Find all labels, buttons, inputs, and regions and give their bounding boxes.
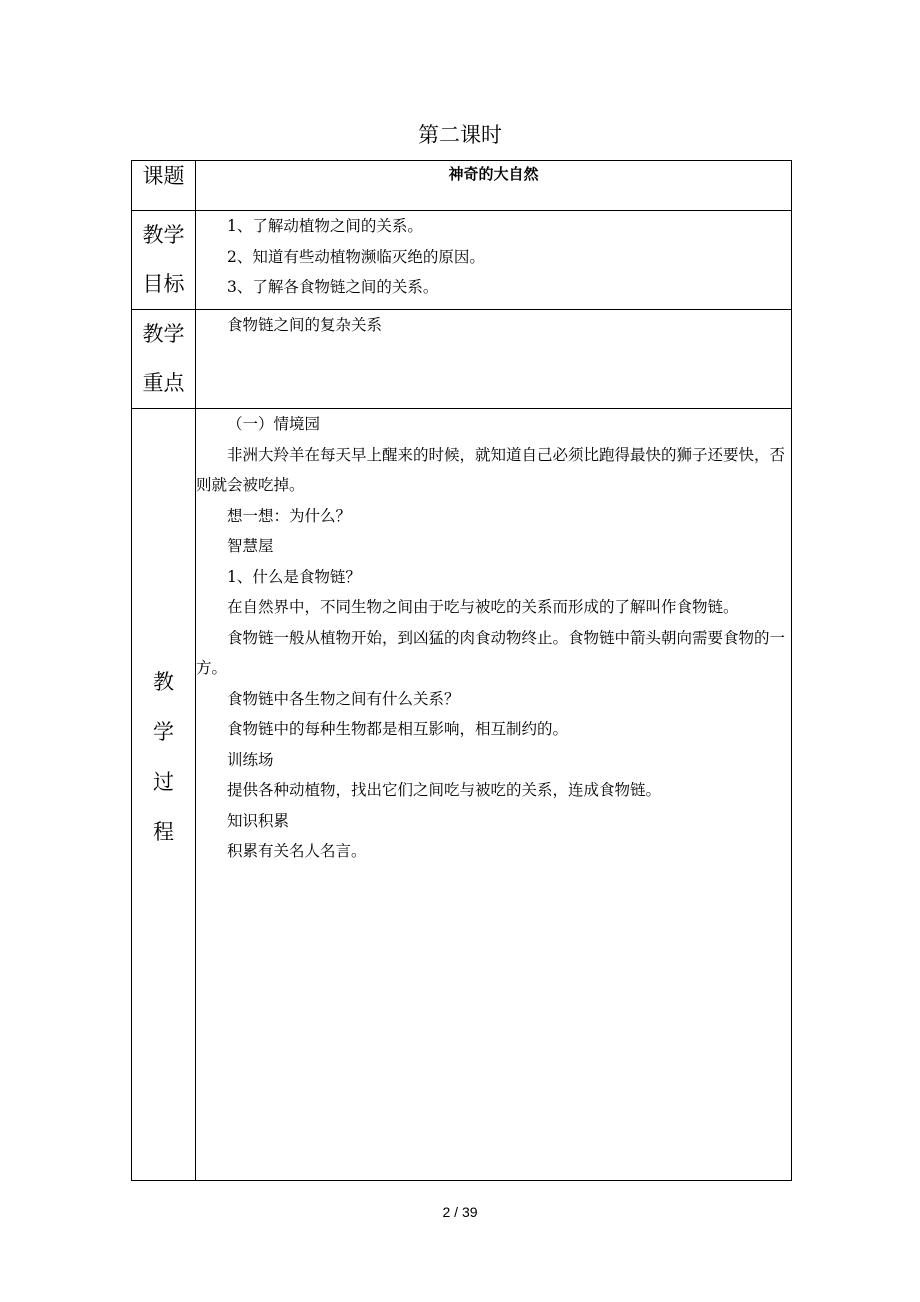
topic-cell (196, 161, 792, 211)
topic-row (132, 161, 792, 211)
goals-label-line-1: 教学 (142, 223, 185, 247)
process-paragraph: 想一想：为什么？ (227, 506, 352, 525)
process-paragraph: 智慧屋 (227, 537, 274, 555)
goal-item-1: 1、了解动植物之间的关系。 (227, 217, 423, 235)
lesson-plan-table (131, 160, 792, 1181)
goal-item-3: 3、了解各食物链之间的关系。 (227, 278, 439, 296)
process-label-char-3: 过 (153, 770, 174, 794)
goal-item-2: 2、知道有些动植物濒临灭绝的原因。 (227, 247, 485, 266)
goals-label-line-2: 目标 (142, 272, 185, 296)
page-indicator: 2 / 39 (442, 1204, 478, 1220)
process-paragraph: 在自然界中，不同生物之间由于吃与被吃的关系而形成的了解叫作食物链。 (227, 598, 739, 616)
process-label-char-2: 学 (153, 720, 174, 744)
process-paragraph: 提供各种动植物，找出它们之间吃与被吃的关系，连成食物链。 (227, 781, 662, 799)
process-label (132, 409, 196, 1181)
goals-cell (196, 211, 792, 310)
process-label-char-4: 程 (153, 820, 174, 844)
focus-label (132, 310, 196, 409)
process-paragraph: （一）情境园 (227, 415, 321, 433)
focus-text: 食物链之间的复杂关系 (227, 316, 383, 334)
focus-cell (196, 310, 792, 409)
process-paragraph: 积累有关名人名言。 (227, 842, 367, 860)
process-paragraph: 训练场 (227, 750, 274, 769)
process-cell (196, 409, 792, 1181)
process-paragraph: 食物链中的每种生物都是相互影响，相互制约的。 (227, 720, 569, 738)
topic-title: 神奇的大自然 (448, 165, 539, 183)
process-row (132, 409, 792, 1181)
focus-label-line-2: 重点 (142, 371, 185, 395)
process-paragraph: 食物链中各生物之间有什么关系？ (227, 689, 460, 708)
page-title: 第二课时 (418, 123, 502, 147)
goals-row (132, 211, 792, 310)
process-paragraph: 知识积累 (227, 811, 290, 830)
process-paragraph: 非洲大羚羊在每天早上醒来的时候，就知道自己必须比跑得最快的狮子还要快，否则就会被吃掉。 (196, 445, 786, 494)
process-label-char-1: 教 (153, 670, 174, 694)
process-paragraph: 食物链一般从植物开始，到凶猛的肉食动物终止。食物链中箭头朝向需要食物的一方。 (196, 628, 786, 677)
process-paragraph: 1、什么是食物链？ (227, 567, 361, 586)
goals-label (132, 211, 196, 310)
focus-row (132, 310, 792, 409)
topic-label: 课题 (132, 161, 196, 211)
focus-label-line-1: 教学 (142, 322, 185, 346)
